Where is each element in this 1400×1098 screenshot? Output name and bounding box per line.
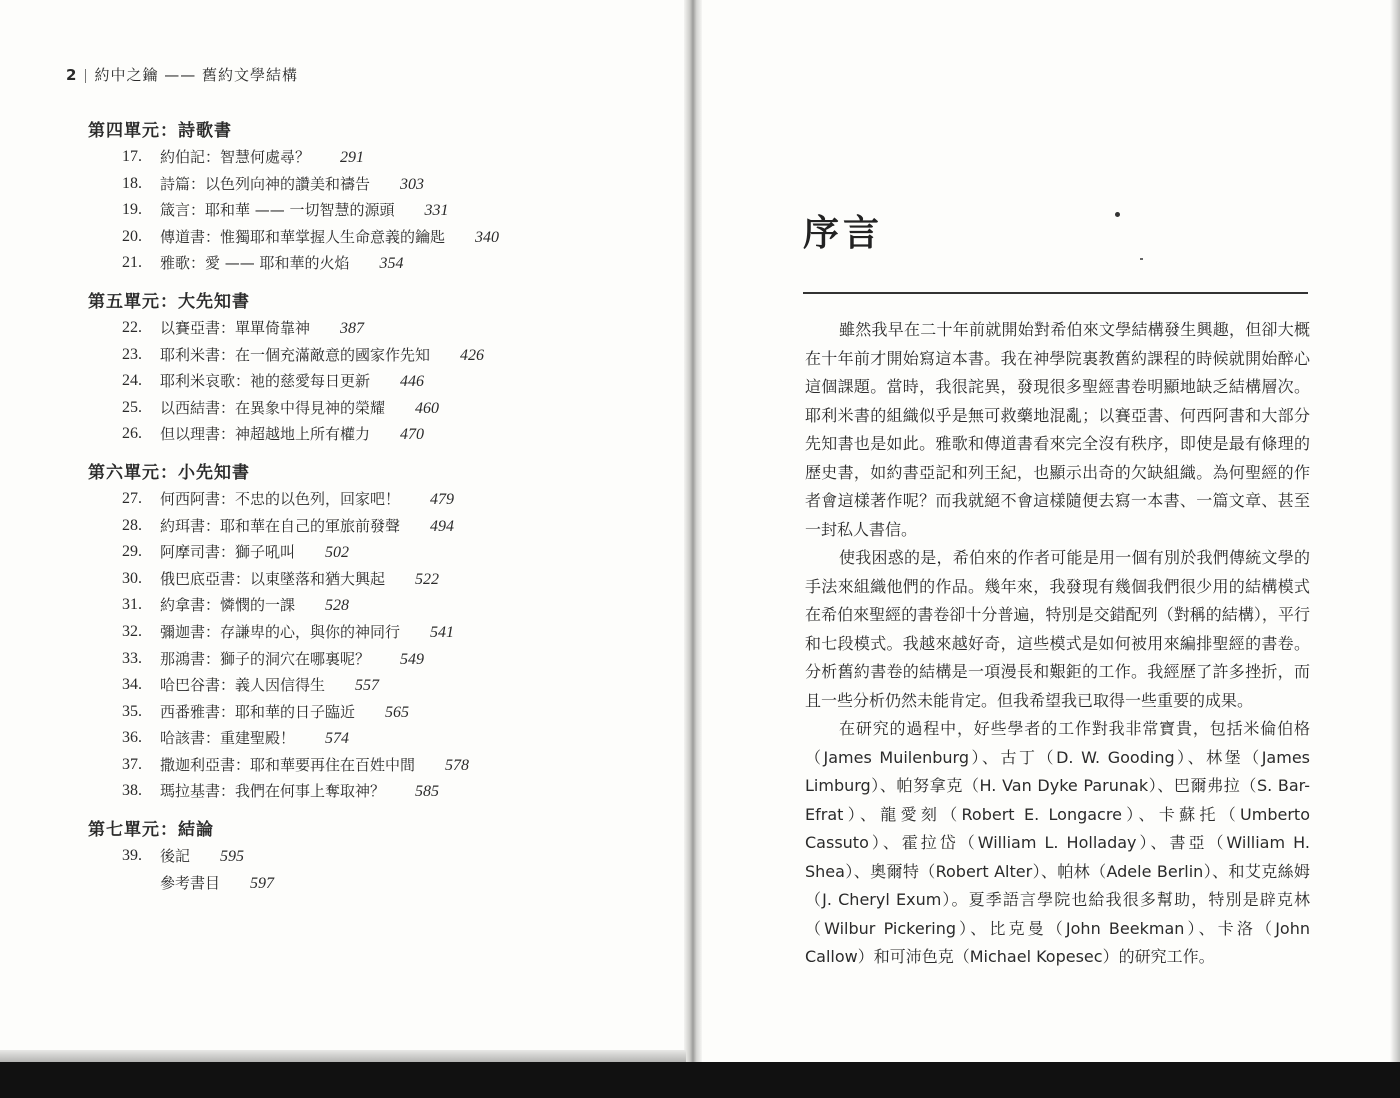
entry-title: 阿摩司書：獅子吼叫	[160, 543, 296, 562]
entry-page: 595	[220, 848, 245, 866]
scan-speck	[1140, 258, 1143, 260]
toc-entry[interactable]	[88, 752, 648, 779]
entry-title: 約伯記：智慧何處尋？	[160, 148, 311, 166]
toc-entry[interactable]	[88, 171, 648, 198]
entry-number: 31.	[122, 596, 142, 614]
entry-title: 詩篇：以色列向神的讚美和禱告	[160, 174, 371, 193]
entry-page: 494	[430, 517, 455, 535]
entry-title: 以西結書：在異象中得見神的榮耀	[160, 398, 386, 417]
toc-entry[interactable]	[88, 725, 648, 752]
entry-title: 參考書目	[160, 873, 221, 892]
entry-page: 574	[325, 730, 350, 748]
entry-page: 578	[445, 756, 470, 774]
entry-page: 460	[415, 399, 440, 417]
toc-entry[interactable]	[88, 870, 648, 897]
toc-entry[interactable]	[88, 368, 648, 395]
preface-paragraph: 雖然我早在二十年前就開始對希伯來文學結構發生興趣，但卻大概在十年前才開始寫這本書。我在神學院裏教舊約課程的時候就開始醉心這個課題。當時，我很詫異，發現很多聖經書卷明顯地缺乏結構層次。耶利米書的組織似乎是無可救藥地混亂；以賽亞書、何西阿書和大部分先知書也是如此。雅歌和傳道書看來完全沒有秩序，即使是最有條理的歷史書，如約書亞記和列王紀，也顯示出奇的欠缺組織。為何聖經的作者會這樣著作呢？而我就絕不會這樣隨便去寫一本書、一篇文章、甚至一封私人書信。	[805, 320, 1310, 539]
unit-title: 第七單元：結論	[88, 820, 214, 841]
entry-page: 291	[340, 149, 365, 166]
toc-entry[interactable]	[88, 778, 648, 805]
entry-page: 426	[460, 346, 485, 364]
entry-title: 後記	[160, 847, 191, 866]
entry-title: 耶利米書：在一個充滿敵意的國家作先知	[160, 345, 431, 364]
book-gutter	[684, 0, 702, 1062]
entry-title: 但以理書：神超越地上所有權力	[160, 425, 371, 444]
toc-entry[interactable]	[88, 421, 648, 448]
entry-page: 522	[415, 570, 440, 588]
entry-title: 以賽亞書：單單倚靠神	[160, 318, 311, 337]
unit-title: 第五單元：大先知書	[88, 291, 250, 312]
toc-entry[interactable]	[88, 619, 648, 646]
toc-entry[interactable]	[88, 342, 648, 369]
entry-page: 331	[424, 202, 449, 220]
entry-title: 約珥書：耶和華在自己的軍旅前發聲	[160, 516, 401, 535]
entry-title: 哈巴谷書：義人因信得生	[160, 676, 326, 695]
toc-entry[interactable]	[88, 699, 648, 726]
entry-number: 25.	[122, 398, 142, 416]
entry-page: 303	[400, 175, 425, 193]
toc-entry[interactable]	[88, 672, 648, 699]
unit-title: 第六單元：小先知書	[88, 462, 250, 483]
entry-page: 446	[400, 373, 425, 391]
running-head-divider	[85, 69, 86, 83]
entry-number: 33.	[122, 649, 142, 667]
entry-number: 20.	[122, 227, 142, 245]
entry-number: 27.	[122, 489, 142, 507]
entry-number: 26.	[122, 425, 142, 443]
toc-entry[interactable]	[88, 315, 648, 342]
entry-page: 528	[325, 597, 350, 615]
preface-title: 序言	[803, 213, 884, 254]
entry-page: 597	[250, 874, 275, 892]
page-stack-edge	[0, 1050, 686, 1062]
entry-number: 36.	[122, 729, 142, 747]
preface-body	[805, 316, 1310, 972]
entry-title: 彌迦書：存謙卑的心，與你的神同行	[160, 622, 401, 641]
entry-number: 19.	[122, 201, 142, 219]
toc-entry[interactable]	[88, 843, 648, 870]
page-number: 2	[66, 66, 78, 84]
toc-entry[interactable]	[88, 224, 648, 251]
entry-number: 28.	[122, 516, 142, 534]
toc-entry[interactable]	[88, 513, 648, 540]
toc-entry[interactable]	[88, 197, 648, 224]
entry-number: 37.	[122, 755, 142, 773]
table-of-contents	[88, 118, 648, 896]
toc-entry[interactable]	[88, 539, 648, 566]
toc-entry[interactable]	[88, 395, 648, 422]
entry-number: 18.	[122, 174, 142, 192]
preface-paragraph: 在研究的過程中，好些學者的工作對我非常寶貴，包括米倫伯格（James Muilenburg）、古丁（D. W. Gooding）、林堡（James Limburg）、帕努拿克（H. Van Dyke Parunak）、巴爾弗拉（S. Bar-Efrat）、龍愛刻（Robert E. Longacre）、卡蘇托（Umberto Cassuto）、霍拉岱（William L. Holladay）、書亞（William H. Shea）、奧爾特（Robert Alter）、帕林（Adele Berlin）、和艾克絲姆（J. Cheryl Exum）。夏季語言學院也給我很多幫助，特別是辟克林（Wilbur Pickering）、比克曼（John Beekman）、卡洛（John Callow）和可沛色克（Michael Kopesec）的研究工作。	[805, 719, 1310, 966]
preface-paragraph: 使我困惑的是，希伯來的作者可能是用一個有別於我們傳統文學的手法來組織他們的作品。幾年來，我發現有幾個我們很少用的結構模式在希伯來聖經的書卷卻十分普遍，特別是交錯配列（對稱的結構），平行和七段模式。我越來越好奇，這些模式是如何被用來編排聖經的書卷。分析舊約書卷的結構是一項漫長和艱鉅的工作。我經歷了許多挫折，而且一些分析仍然未能肯定。但我希望我已取得一些重要的成果。	[805, 548, 1310, 710]
toc-entry[interactable]	[88, 250, 648, 277]
entry-title: 傳道書：惟獨耶和華掌握人生命意義的鑰匙	[160, 227, 446, 246]
entry-page: 354	[379, 255, 404, 273]
toc-entry[interactable]	[88, 566, 648, 593]
entry-title: 耶利米哀歌：祂的慈愛每日更新	[160, 372, 371, 391]
scan-background	[0, 1062, 1400, 1098]
entry-page: 565	[385, 703, 410, 721]
entry-number: 35.	[122, 702, 142, 720]
entry-number: 29.	[122, 543, 142, 561]
book-title: 約中之鑰 —— 舊約文學結構	[94, 66, 298, 84]
entry-title: 撒迦利亞書：耶和華要再住在百姓中間	[160, 755, 416, 774]
toc-entry[interactable]	[88, 646, 648, 673]
entry-page: 541	[430, 623, 455, 641]
toc-entry[interactable]	[88, 592, 648, 619]
entry-number: 38.	[122, 782, 142, 800]
entry-title: 箴言：耶和華 —— 一切智慧的源頭	[160, 201, 395, 220]
entry-number: 24.	[122, 372, 142, 390]
entry-number: 22.	[122, 318, 142, 336]
toc-entry[interactable]	[88, 486, 648, 513]
entry-page: 502	[325, 544, 350, 562]
entry-title: 雅歌：愛 —— 耶和華的火焰	[160, 254, 350, 273]
scan-speck	[1115, 212, 1120, 217]
entry-number: 32.	[122, 622, 142, 640]
entry-page: 585	[415, 783, 440, 801]
entry-title: 西番雅書：耶和華的日子臨近	[160, 702, 356, 721]
entry-title: 哈該書：重建聖殿！	[160, 729, 296, 748]
entry-page: 387	[340, 319, 365, 337]
entry-number: 21.	[122, 254, 142, 272]
entry-page: 479	[430, 490, 455, 508]
entry-page: 549	[400, 650, 425, 668]
entry-page: 470	[400, 426, 425, 444]
entry-number: 30.	[122, 569, 142, 587]
entry-title: 約拿書：憐憫的一課	[160, 596, 296, 615]
left-page	[0, 0, 686, 1062]
entry-page: 340	[475, 228, 500, 246]
entry-number: 39.	[122, 847, 142, 865]
entry-title: 那鴻書：獅子的洞穴在哪裏呢？	[160, 649, 371, 668]
running-head	[66, 64, 298, 85]
toc-entry[interactable]	[88, 144, 648, 171]
title-rule	[803, 292, 1308, 294]
unit-title: 第四單元：詩歌書	[88, 121, 232, 141]
entry-number: 17.	[122, 148, 142, 165]
entry-title: 俄巴底亞書：以東墜落和猶大興起	[160, 569, 386, 588]
entry-number: 23.	[122, 345, 142, 363]
entry-title: 瑪拉基書：我們在何事上奪取神？	[160, 782, 386, 801]
right-page-edge	[1390, 0, 1400, 1062]
entry-page: 557	[355, 677, 380, 695]
entry-title: 何西阿書：不忠的以色列，回家吧！	[160, 489, 401, 508]
entry-number: 34.	[122, 676, 142, 694]
